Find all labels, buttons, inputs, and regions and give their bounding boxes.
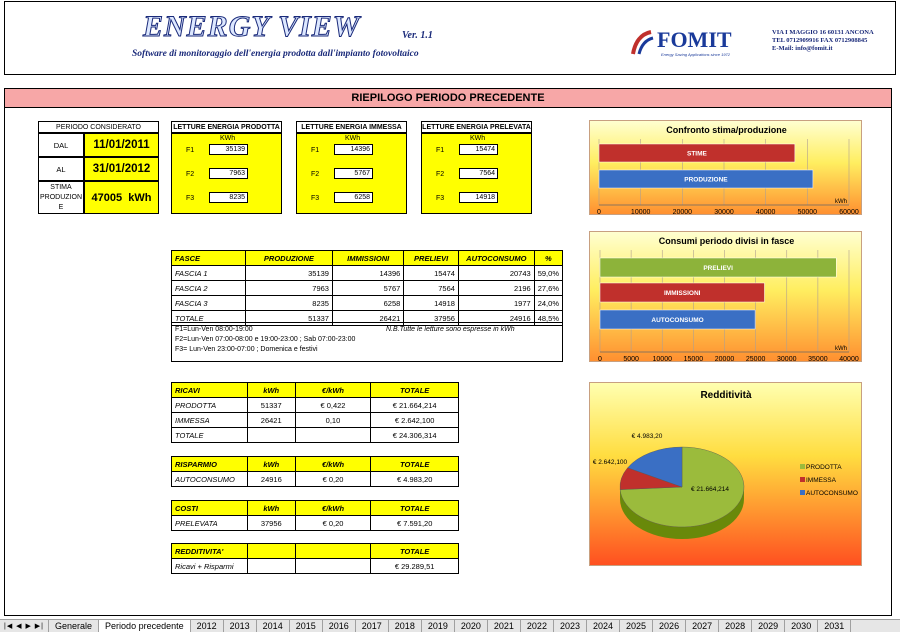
sheet-tab-bar bbox=[0, 619, 900, 632]
reading-title-2: LETTURE ENERGIA PRELEVATA bbox=[421, 121, 532, 133]
table-cell: € 7.591,20 bbox=[371, 516, 459, 531]
bar-label-prelievi: PRELIEVI bbox=[703, 265, 733, 272]
table-cell: € 4.983,20 bbox=[371, 472, 459, 487]
brand-name: FOMIT bbox=[657, 27, 732, 52]
tick-label: 20000 bbox=[714, 356, 735, 363]
table-cell: 2196 bbox=[458, 281, 534, 296]
reading-input-f1[interactable]: 35139 bbox=[209, 144, 248, 155]
table-cell: 24916 bbox=[247, 472, 295, 487]
reading-label-f2: F2 bbox=[436, 171, 445, 178]
note-kwh: N.B.Tutte le letture sono espresse in kWh bbox=[386, 326, 515, 333]
reading-input-f1[interactable]: 14396 bbox=[334, 144, 373, 155]
table-row bbox=[172, 428, 459, 443]
note-f1: F1=Lun-Ven 08:00-19:00 bbox=[175, 326, 253, 333]
tab-2031[interactable]: 2031 bbox=[818, 620, 851, 632]
reading-input-f3[interactable]: 6258 bbox=[334, 192, 373, 203]
tick-label: 20000 bbox=[672, 209, 693, 216]
table-cell: FASCIA 2 bbox=[172, 281, 246, 296]
column-header: REDDITIVITA' bbox=[172, 544, 248, 559]
reading-label-f3: F3 bbox=[311, 195, 320, 202]
estimate-value: 47005 kWh bbox=[84, 181, 159, 214]
table-cell: 5767 bbox=[332, 281, 403, 296]
table-row bbox=[172, 296, 563, 311]
table-cell: € 0,422 bbox=[295, 398, 371, 413]
tick-label: 40000 bbox=[839, 356, 859, 363]
table-row bbox=[172, 281, 563, 296]
reading-box-0 bbox=[171, 133, 282, 214]
reading-label-f1: F1 bbox=[436, 147, 445, 154]
tab-generale[interactable]: Generale bbox=[49, 620, 99, 632]
brand-tagline: Energy Saving Applications since 1972 bbox=[661, 52, 731, 57]
tick-label: 50000 bbox=[797, 209, 818, 216]
costi-table bbox=[171, 500, 459, 531]
column-header bbox=[295, 544, 371, 559]
chart-title: Confronto stima/produzione bbox=[666, 125, 787, 135]
tab-2014[interactable]: 2014 bbox=[257, 620, 290, 632]
tick-label: 10000 bbox=[630, 209, 651, 216]
reading-input-f1[interactable]: 15474 bbox=[459, 144, 498, 155]
table-cell: PRELEVATA bbox=[172, 516, 248, 531]
table-header-row bbox=[172, 501, 459, 516]
table-cell: € 2.642,100 bbox=[371, 413, 459, 428]
tab-periodo-precedente[interactable]: Periodo precedente bbox=[99, 620, 191, 632]
fasce-table bbox=[171, 250, 563, 326]
app-title: ENERGY VIEW bbox=[143, 10, 361, 43]
column-header: TOTALE bbox=[371, 544, 459, 559]
table-cell bbox=[295, 559, 371, 574]
risparmio-table bbox=[171, 456, 459, 487]
tab-2021[interactable]: 2021 bbox=[488, 620, 521, 632]
chart1-svg bbox=[590, 121, 863, 216]
table-cell: FASCIA 3 bbox=[172, 296, 246, 311]
column-header: RISPARMIO bbox=[172, 457, 248, 472]
unit-label: kWh bbox=[835, 199, 847, 205]
chart-estimate-vs-production[interactable] bbox=[589, 120, 862, 215]
table-cell: 51337 bbox=[245, 311, 332, 326]
reading-input-f3[interactable]: 8235 bbox=[209, 192, 248, 203]
table-cell: € 24.306,314 bbox=[371, 428, 459, 443]
tab-2025[interactable]: 2025 bbox=[620, 620, 653, 632]
reading-input-f2[interactable]: 7564 bbox=[459, 168, 498, 179]
table-header-row bbox=[172, 383, 459, 398]
period-from-label: DAL bbox=[38, 133, 84, 157]
column-header: PRELIEVI bbox=[404, 251, 459, 266]
address-line-2: TEL 0712909916 FAX 0712908845 bbox=[772, 37, 868, 44]
column-header: TOTALE bbox=[371, 457, 459, 472]
tab-2018[interactable]: 2018 bbox=[389, 620, 422, 632]
table-cell: IMMESSA bbox=[172, 413, 248, 428]
note-f2: F2=Lun-Ven 07:00-08:00 e 19:00-23:00 ; Sab 07:00-23:00 bbox=[175, 336, 356, 343]
address-line-1: VIA I MAGGIO 16 60131 ANCONA bbox=[772, 29, 874, 36]
tick-label: 60000 bbox=[839, 209, 859, 216]
table-row bbox=[172, 266, 563, 281]
legend-swatch-immessa bbox=[800, 477, 805, 482]
table-cell: 15474 bbox=[404, 266, 459, 281]
tick-label: 5000 bbox=[623, 356, 639, 363]
table-cell: € 0,20 bbox=[295, 516, 371, 531]
table-cell: 20743 bbox=[458, 266, 534, 281]
reading-label-f2: F2 bbox=[186, 171, 195, 178]
column-header: FASCE bbox=[172, 251, 246, 266]
table-row bbox=[172, 516, 459, 531]
reading-title-0: LETTURE ENERGIA PRODOTTA bbox=[171, 121, 282, 133]
legend-label-prodotta: PRODOTTA bbox=[806, 464, 842, 471]
tab-2016[interactable]: 2016 bbox=[323, 620, 356, 632]
table-cell bbox=[247, 559, 295, 574]
tab-2023[interactable]: 2023 bbox=[554, 620, 587, 632]
reading-label-f1: F1 bbox=[311, 147, 320, 154]
note-f3: F3= Lun-Ven 23:00-07:00 ; Domenica e festivi bbox=[175, 346, 318, 353]
reading-title-1: LETTURE ENERGIA IMMESSA bbox=[296, 121, 407, 133]
section-banner-title: RIEPILOGO PERIODO PRECEDENTE bbox=[351, 92, 545, 104]
tab-2030[interactable]: 2030 bbox=[785, 620, 818, 632]
pie-data-label: € 2.642,100 bbox=[592, 459, 628, 466]
bar-label-autoconsumo: AUTOCONSUMO bbox=[651, 317, 704, 324]
tick-label: 10000 bbox=[652, 356, 672, 363]
table-cell: € 29.289,51 bbox=[371, 559, 459, 574]
reading-box-2 bbox=[421, 133, 532, 214]
reading-label-f1: F1 bbox=[186, 147, 195, 154]
column-header: kWh bbox=[247, 383, 295, 398]
tab-2015[interactable]: 2015 bbox=[290, 620, 323, 632]
reading-input-f2[interactable]: 7963 bbox=[209, 168, 248, 179]
bar-label-produzione: PRODUZIONE bbox=[684, 176, 728, 184]
pie-data-label: € 4.983,20 bbox=[631, 433, 663, 440]
table-cell: 1977 bbox=[458, 296, 534, 311]
tab-2013[interactable]: 2013 bbox=[224, 620, 257, 632]
table-cell: 24,0% bbox=[534, 296, 562, 311]
table-cell: 26421 bbox=[247, 413, 295, 428]
tab-2026[interactable]: 2026 bbox=[653, 620, 686, 632]
table-cell: 37956 bbox=[404, 311, 459, 326]
bar-label-stime: STIME bbox=[686, 150, 707, 158]
legend-swatch-autoconsumo bbox=[800, 490, 805, 495]
reading-unit: KWh bbox=[470, 135, 486, 142]
fasce-notes bbox=[171, 322, 563, 362]
table-cell: 8235 bbox=[245, 296, 332, 311]
table-cell bbox=[247, 428, 295, 443]
tick-label: 30000 bbox=[714, 209, 734, 216]
table-header-row bbox=[172, 544, 459, 559]
period-to-value: 31/01/2012 bbox=[84, 157, 159, 181]
app-subtitle: Software di monitoraggio dell'energia prodotta dall'impianto fotovoltaico bbox=[132, 49, 419, 59]
legend-swatch-prodotta bbox=[800, 464, 805, 469]
table-cell: 7564 bbox=[404, 281, 459, 296]
table-cell: 27,6% bbox=[534, 281, 562, 296]
table-cell: 14396 bbox=[332, 266, 403, 281]
column-header: €/kWh bbox=[295, 383, 371, 398]
reading-unit: KWh bbox=[345, 135, 361, 142]
tick-label: 35000 bbox=[808, 356, 828, 363]
column-header: AUTOCONSUMO bbox=[458, 251, 534, 266]
header-box bbox=[4, 1, 896, 75]
tab-2024[interactable]: 2024 bbox=[587, 620, 620, 632]
table-cell: FASCIA 1 bbox=[172, 266, 246, 281]
column-header: TOTALE bbox=[371, 383, 459, 398]
table-header-row bbox=[172, 457, 459, 472]
chart2-svg bbox=[590, 232, 863, 363]
brand-logo-icon bbox=[629, 28, 659, 58]
table-row bbox=[172, 398, 459, 413]
table-cell: AUTOCONSUMO bbox=[172, 472, 248, 487]
unit-label: kWh bbox=[835, 346, 847, 352]
reading-label-f3: F3 bbox=[436, 195, 445, 202]
tick-label: 0 bbox=[598, 356, 602, 363]
column-header: % bbox=[534, 251, 562, 266]
address-line-3: E-Mail: info@fomit.it bbox=[772, 45, 833, 52]
table-cell: Ricavi + Risparmi bbox=[172, 559, 248, 574]
period-from-value: 11/01/2011 bbox=[84, 133, 159, 157]
table-cell bbox=[295, 428, 371, 443]
chart-consumption-bands[interactable] bbox=[589, 231, 862, 362]
tick-label: 0 bbox=[597, 209, 601, 216]
tab-2027[interactable]: 2027 bbox=[686, 620, 719, 632]
table-cell: 14918 bbox=[404, 296, 459, 311]
bar-label-immissioni: IMMISSIONI bbox=[663, 290, 701, 297]
column-header: kWh bbox=[247, 501, 295, 516]
tab-2020[interactable]: 2020 bbox=[455, 620, 488, 632]
table-cell: TOTALE bbox=[172, 428, 248, 443]
table-cell: 24916 bbox=[458, 311, 534, 326]
table-cell: 26421 bbox=[332, 311, 403, 326]
tick-label: 30000 bbox=[777, 356, 797, 363]
ricavi-table bbox=[171, 382, 459, 443]
column-header: IMMISSIONI bbox=[332, 251, 403, 266]
column-header: TOTALE bbox=[371, 501, 459, 516]
table-cell: 35139 bbox=[245, 266, 332, 281]
tab-2022[interactable]: 2022 bbox=[521, 620, 554, 632]
chart-title: Redditività bbox=[700, 390, 752, 401]
table-cell: PRODOTTA bbox=[172, 398, 248, 413]
table-cell: 37956 bbox=[247, 516, 295, 531]
chart-profitability[interactable] bbox=[589, 382, 862, 566]
chart-title: Consumi periodo divisi in fasce bbox=[658, 236, 795, 246]
tab-2029[interactable]: 2029 bbox=[752, 620, 785, 632]
period-to-label: AL bbox=[38, 157, 84, 181]
reading-box-1 bbox=[296, 133, 407, 214]
column-header: €/kWh bbox=[295, 457, 371, 472]
table-cell: € 21.664,214 bbox=[371, 398, 459, 413]
column-header: kWh bbox=[247, 457, 295, 472]
table-row bbox=[172, 559, 459, 574]
pie-data-label: € 21.664,214 bbox=[691, 486, 729, 493]
version-label: Ver. 1.1 bbox=[402, 30, 433, 41]
estimate-label: STIMA PRODUZION E bbox=[38, 181, 84, 214]
legend-label-autoconsumo: AUTOCONSUMO bbox=[806, 490, 858, 497]
table-cell: € 0,20 bbox=[295, 472, 371, 487]
chart3-svg bbox=[590, 383, 863, 567]
reading-label-f2: F2 bbox=[311, 171, 320, 178]
tab-2019[interactable]: 2019 bbox=[422, 620, 455, 632]
table-cell: 51337 bbox=[247, 398, 295, 413]
tick-label: 25000 bbox=[745, 356, 766, 363]
column-header bbox=[247, 544, 295, 559]
tab-2017[interactable]: 2017 bbox=[356, 620, 389, 632]
column-header: PRODUZIONE bbox=[245, 251, 332, 266]
column-header: COSTI bbox=[172, 501, 248, 516]
table-cell: 6258 bbox=[332, 296, 403, 311]
tab-2012[interactable]: 2012 bbox=[191, 620, 224, 632]
reading-label-f3: F3 bbox=[186, 195, 195, 202]
table-header-row bbox=[172, 251, 563, 266]
column-header: RICAVI bbox=[172, 383, 248, 398]
legend-label-immessa: IMMESSA bbox=[806, 477, 836, 484]
column-header: €/kWh bbox=[295, 501, 371, 516]
section-banner bbox=[4, 88, 892, 108]
tick-label: 40000 bbox=[755, 209, 776, 216]
period-header: PERIODO CONSIDERATO bbox=[38, 121, 159, 133]
redditivita-table bbox=[171, 543, 459, 574]
table-cell: 7963 bbox=[245, 281, 332, 296]
tick-label: 15000 bbox=[683, 356, 704, 363]
table-row bbox=[172, 472, 459, 487]
table-cell: 0,10 bbox=[295, 413, 371, 428]
tab-nav-arrows-icon[interactable]: |◀ ◀ ▶ ▶| bbox=[0, 620, 49, 632]
reading-unit: KWh bbox=[220, 135, 236, 142]
table-cell: 59,0% bbox=[534, 266, 562, 281]
reading-input-f2[interactable]: 5767 bbox=[334, 168, 373, 179]
reading-input-f3[interactable]: 14918 bbox=[459, 192, 498, 203]
table-row bbox=[172, 413, 459, 428]
table-cell: 48,5% bbox=[534, 311, 562, 326]
table-cell: TOTALE bbox=[172, 311, 246, 326]
tab-2028[interactable]: 2028 bbox=[719, 620, 752, 632]
